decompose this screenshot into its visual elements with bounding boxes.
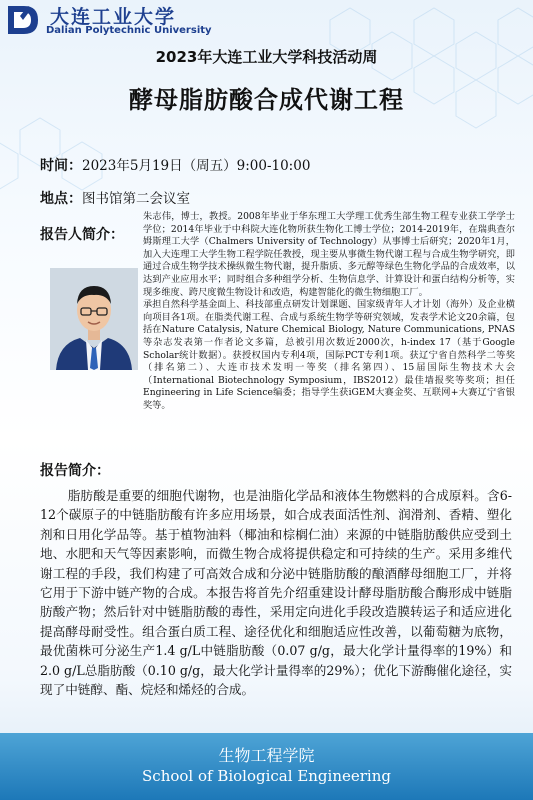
talk-title: 酵母脂肪酸合成代谢工程 — [129, 86, 404, 114]
speaker-label: 报告人简介： — [40, 227, 124, 243]
college-name-cn: 生物工程学院 — [218, 746, 315, 765]
speaker-portrait-icon — [50, 268, 138, 370]
place-label: 地点： — [40, 191, 82, 207]
university-name-en: Dalian Polytechnic University — [46, 25, 212, 36]
time-label: 时间： — [40, 158, 82, 174]
report-abstract — [40, 486, 512, 699]
place-value: 图书馆第二会议室 — [82, 191, 190, 207]
place-row — [40, 187, 190, 208]
bio-paragraph-2: 承担自然科学基金面上、科技部重点研发计划课题、国家级青年人才计划（海外）及企业横向项目各1项。在脂类代谢工程、合成与系统生物学等研究领域，发表学术论文20余篇，包括在Nature Catalysis, Nature Chemical Biology, Nature Communications, PNAS等杂志发表第一作者论文多篇，总被引用次数近2000次，h-index 17（基于Google Scholar统计数据）。获授权国内专利4项，国际PCT专利1项。获辽宁省自然科学二等奖（排名第二）、大连市技术发明一等奖（排名第四）、15届国际生物技术大会（International Biotechnology Symposium，IBS2012）最佳墙报奖等奖项；担任Engineering in Life Science编委；指导学生获iGEM大赛金奖、互联网+大赛辽宁省银奖等。 — [143, 299, 515, 411]
speaker-photo — [50, 268, 138, 370]
university-name-cn: 大连工业大学 — [50, 6, 177, 28]
speaker-bio — [143, 211, 515, 413]
speaker-label-row — [40, 224, 124, 244]
event-name: 2023年大连工业大学科技活动周 — [155, 48, 378, 66]
report-label: 报告简介： — [40, 463, 110, 479]
report-label-row — [40, 460, 110, 480]
time-value: 2023年5月19日（周五）9:00-10:00 — [82, 158, 311, 174]
abstract-paragraph: 脂肪酸是重要的细胞代谢物，也是油脂化学品和液体生物燃料的合成原料。含6-12个碳原子的中链脂肪酸有许多应用场景，如合成表面活性剂、润滑剂、香精、塑化剂和日用化学品等。基于植物油料（椰油和棕榈仁油）来源的中链脂肪酸供应受到土地、水肥和天气等因素影响，而微生物合成将提供稳定和可持续的生产。采用多维代谢工程的手段，我们构建了可高效合成和分泌中链脂肪酸的酿酒酵母细胞工厂，并将它用于下游中链产物的合成。本报告将首先介绍重建设计酵母脂肪酸合酶形成中链脂肪酸产物；然后针对中链脂肪酸的毒性，采用定向进化手段改造膜转运子和适应进化提高酵母耐受性。组合蛋白质工程、途径优化和细胞适应性改善，以葡萄糖为底物，最优菌株可分泌生产1.4 g/L中链脂肪酸（0.07 g/g，最大化学计量得率的19%）和2.0 g/L总脂肪酸（0.10 g/g，最大化学计量得率的29%）；优化下游酶催化途径，实现了中链醇、酯、烷烃和烯烃的合成。 — [40, 488, 512, 698]
time-row — [40, 154, 310, 175]
university-logo-icon — [4, 2, 44, 38]
bio-paragraph-1: 朱志伟，博士，教授。2008年毕业于华东理工大学理工优秀生部生物工程专业获工学学士学位；2014年毕业于中科院大连化物所获生物化工博士学位；2014-2019年，在瑞典查尔姆斯理工大学（Chalmers University of Technology）从事博士后研究；2020年1月，加入大连理工大学生物工程学院任教授，现主要从事微生物代谢工程与合成生物学研究，即通过合成生物学技术操纵微生物代谢，提升脂质、多元醇等绿色生物化学品的合成效率，以达到产业应用水平；同时组合多种组学分析、生物信息学、计算设计和蛋白结构分析等，实现多维度、跨尺度微生物设计和改造，构建智能化的微生物细胞工厂。 — [143, 211, 515, 298]
college-name-en: School of Biological Engineering — [142, 767, 391, 785]
